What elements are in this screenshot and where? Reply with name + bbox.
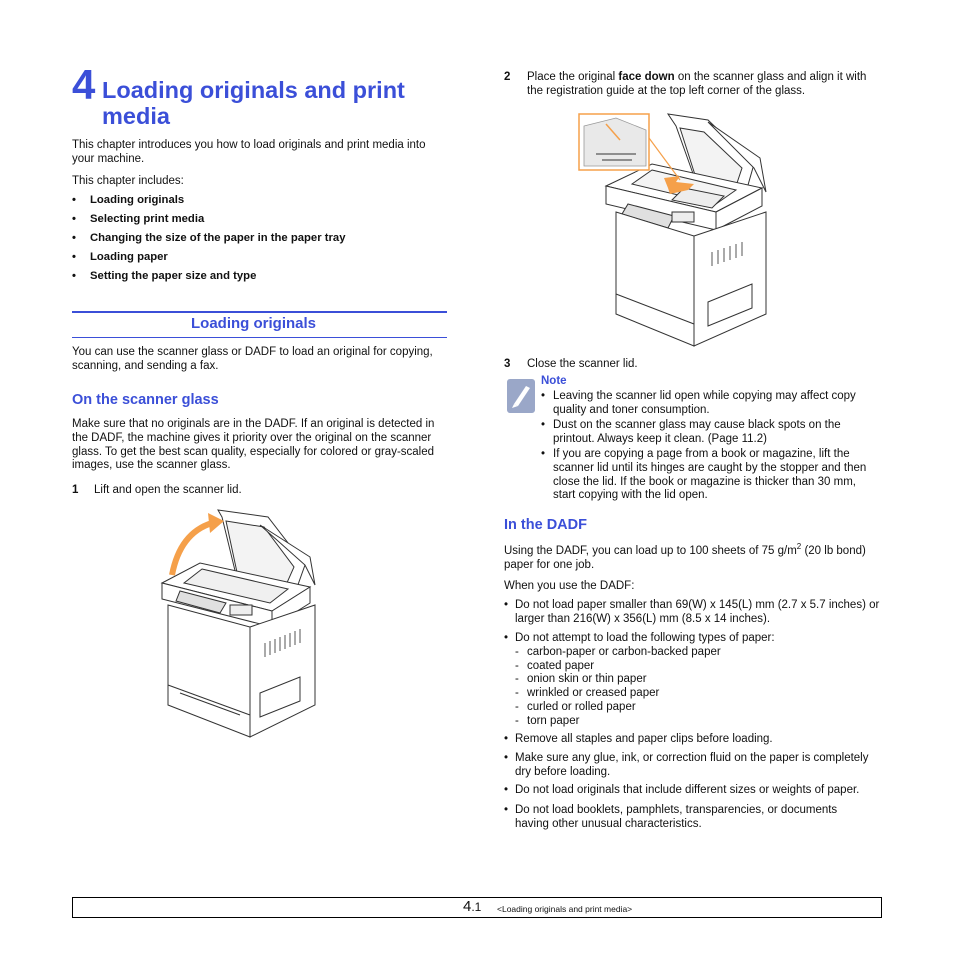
toc-item[interactable]: • Changing the size of the paper in the paper tray [72,232,346,244]
scanner-glass-text: Make sure that no originals are in the DADF. If an original is detected in the DADF, the machine gives it priority over the original on the scanner glass. To get the best scan quality, especially for colored or gray-scaled images, use the scanner glass. [72,418,435,472]
paper-type-item: onion skin or thin paper [527,673,647,685]
place-original-illustration [576,108,772,348]
step-number: 3 [504,358,511,370]
dadf-text: Using the DADF, you can load up to 100 sheets of 75 $g/m^2$ (20 lb bond) paper for one job. [504,542,866,571]
paper-type-item: coated paper [527,660,595,672]
note-item: Leaving the scanner lid open while copying may affect copy quality and toner consumption. [553,390,856,416]
note-label: Note [541,375,567,387]
dadf-heading: In the DADF [504,517,587,533]
paper-type-item: curled or rolled paper [527,701,636,713]
toc-item[interactable]: • Loading paper [72,251,168,263]
toc-item[interactable]: • Setting the paper size and type [72,270,257,282]
chapter-title: Loading originals and print media [102,77,405,129]
dadf-bullet: Do not load paper smaller than 69(W) x 145(L) mm (2.7 x 5.7 inches) or larger than 216(W) x 356(L) mm (8.5 x 14 inches). [515,599,880,625]
dadf-bullet: Make sure any glue, ink, or correction fluid on the paper is completely dry before loading. [515,752,869,778]
step-text: Close the scanner lid. [527,358,638,370]
footer-chapter-label: <Loading originals and print media> [497,904,633,914]
step-number: 1 [72,484,79,496]
toc-item[interactable]: • Selecting print media [72,213,205,225]
scanner-glass-heading: On the scanner glass [72,392,219,408]
section-title: Loading originals [191,315,317,332]
dadf-bullet: Do not load booklets, pamphlets, transparencies, or documents having other unusual characteristics. [515,804,838,830]
section-text: You can use the scanner glass or DADF to load an original for copying, scanning, and sending a fax. [72,346,433,372]
chapter-number: 4 [72,61,96,108]
page-number: 4.1 [463,898,482,915]
step-text: Place the original face down on the scanner glass and align it with the registration guide at the top left corner of the glass. [527,71,867,97]
dadf-bullet: Do not attempt to load the following types of paper: [515,632,775,644]
note-icon [506,378,536,414]
dadf-bullet: Remove all staples and paper clips before loading. [515,733,773,745]
note-item: Dust on the scanner glass may cause black spots on the printout. Always keep it clean. (Page 11.2) [553,419,841,445]
printer-lid-open-illustration [160,505,330,740]
step-text: Lift and open the scanner lid. [94,484,242,496]
note-item: If you are copying a page from a book or magazine, lift the scanner lid until its hinges are caught by the stopper and then close the lid. If the book or magazine is thicker than 30 mm, start copying with the lid open. [553,448,867,502]
paper-type-item: torn paper [527,715,580,727]
dadf-bullet: Do not load originals that include different sizes or weights of paper. [515,784,860,796]
intro-text: This chapter introduces you how to load originals and print media into your machine. [72,139,426,165]
toc-item[interactable]: • Loading originals [72,194,185,206]
paper-type-item: wrinkled or creased paper [527,687,660,699]
dadf-when-label: When you use the DADF: [504,580,635,592]
step-number: 2 [504,71,511,83]
includes-label: This chapter includes: [72,175,184,187]
paper-type-item: carbon-paper or carbon-backed paper [527,646,721,658]
